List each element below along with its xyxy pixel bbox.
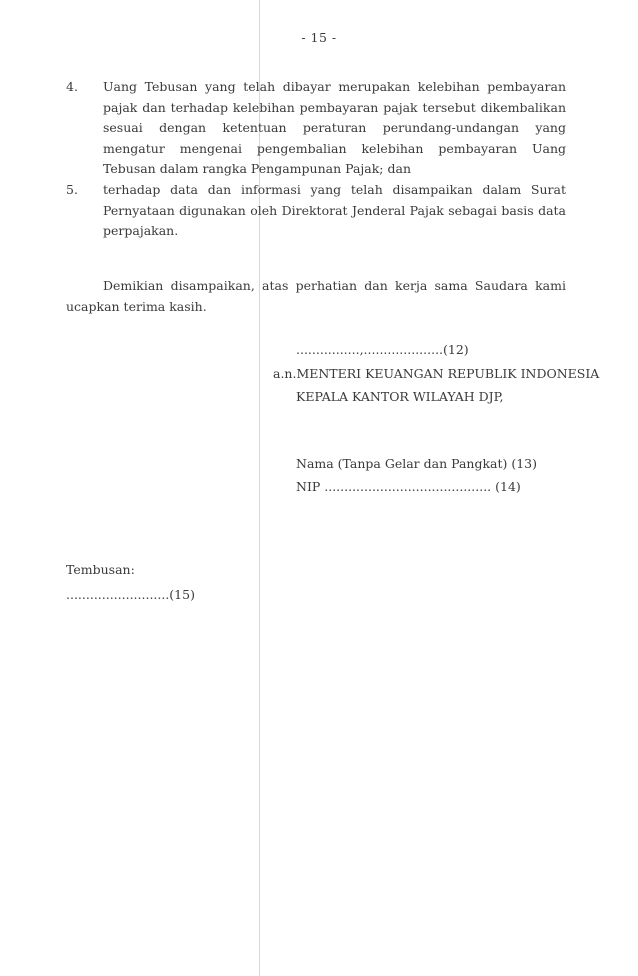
list-item-text: terhadap data dan informasi yang telah disampaikan dalam Surat Pernyataan digunakan oleh Direktorat Jenderal Pajak sebagai basis data perpajakan. — [103, 182, 566, 238]
tembusan-value: ..........................(15) — [66, 587, 195, 602]
list-item-4 — [66, 77, 566, 180]
closing-paragraph-text: Demikian disampaikan, atas perhatian dan kerja sama Saudara kami ucapkan terima kasih. — [66, 278, 566, 314]
list-item-number: 5. — [66, 182, 78, 197]
signature-place-date: ................,....................(12) — [296, 342, 469, 357]
list-item-number: 4. — [66, 79, 78, 94]
signature-name: Nama (Tanpa Gelar dan Pangkat) (13) — [296, 456, 538, 471]
closing-paragraph — [66, 276, 566, 317]
list-item-text: Uang Tebusan yang telah dibayar merupakan kelebihan pembayaran pajak dan terhadap kelebihan pembayaran pajak tersebut dikembalikan sesuai dengan ketentuan peraturan perundang-undangan yang mengatur mengenai pengembalian kelebihan pembayaran Uang Tebusan dalam rangka Pengampunan Pajak; dan — [103, 79, 566, 176]
signature-nip: NIP .......................................... (14) — [296, 479, 521, 494]
list-item-5 — [66, 180, 566, 242]
page-number: - 15 - — [301, 30, 337, 45]
signature-on-behalf: a.n.MENTERI KEUANGAN REPUBLIK INDONESIA — [273, 366, 600, 381]
tembusan-label: Tembusan: — [66, 562, 135, 577]
signature-position: KEPALA KANTOR WILAYAH DJP, — [296, 389, 504, 404]
